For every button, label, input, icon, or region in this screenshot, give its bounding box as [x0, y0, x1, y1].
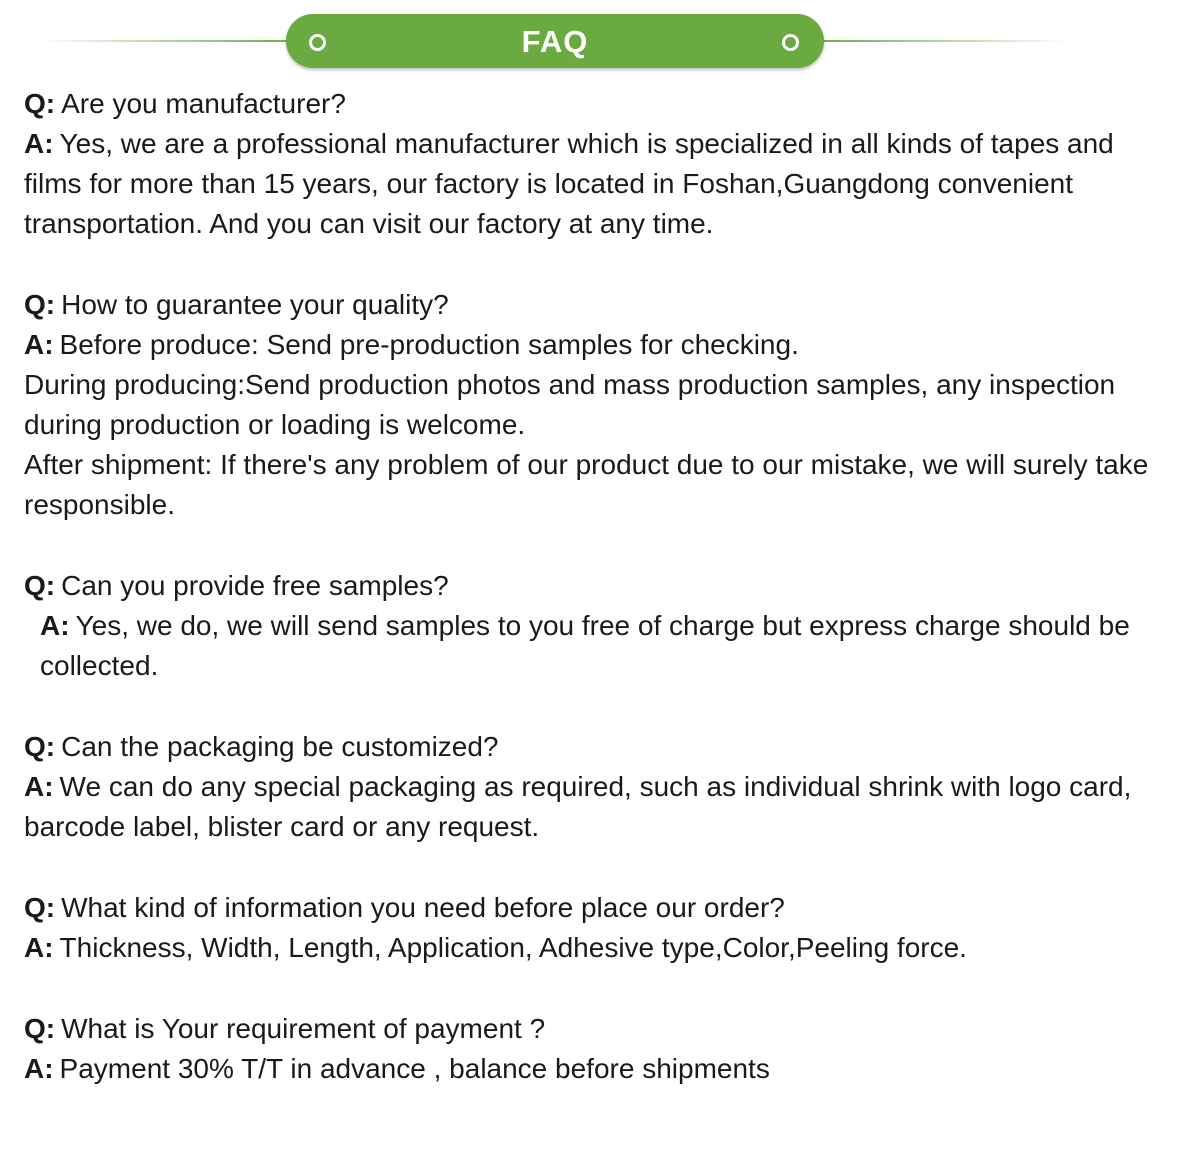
- answer-label: A:: [40, 610, 70, 641]
- faq-answer: [24, 1049, 1174, 1089]
- question-label: Q:: [24, 88, 56, 119]
- header-right-rule: [816, 40, 1070, 42]
- faq-item: [24, 566, 1174, 686]
- answer-text: We can do any special packaging as required, such as individual shrink with logo card, barcode label, blister card or any request.: [24, 771, 1132, 842]
- answer-text: After shipment: If there's any problem of our product due to our mistake, we will surely take responsible.: [24, 449, 1149, 520]
- answer-text: Before produce: Send pre-production samples for checking.: [59, 329, 799, 360]
- answer-label: A:: [24, 329, 54, 360]
- faq-question: [24, 727, 1174, 767]
- answer-text: During producing:Send production photos and mass production samples, any inspection during production or loading is welcome.: [24, 369, 1116, 440]
- question-label: Q:: [24, 289, 56, 320]
- faq-question: [24, 84, 1174, 124]
- question-text: How to guarantee your quality?: [61, 289, 449, 320]
- faq-answer: [24, 767, 1174, 847]
- answer-label: A:: [24, 771, 54, 802]
- answer-text: Payment 30% T/T in advance , balance before shipments: [59, 1053, 770, 1084]
- question-text: Can the packaging be customized?: [61, 731, 499, 762]
- answer-label: A:: [24, 128, 54, 159]
- faq-question: [24, 285, 1174, 325]
- question-text: What kind of information you need before place our order?: [61, 892, 785, 923]
- header-left-rule: [40, 40, 292, 42]
- faq-question: [24, 566, 1174, 606]
- answer-text: Thickness, Width, Length, Application, Adhesive type,Color,Peeling force.: [59, 932, 967, 963]
- question-label: Q:: [24, 1013, 56, 1044]
- page-title: FAQ: [521, 24, 589, 59]
- question-label: Q:: [24, 892, 56, 923]
- faq-list: [24, 84, 1174, 1089]
- faq-header: [0, 0, 1200, 84]
- faq-answer: [24, 124, 1174, 244]
- question-text: What is Your requirement of payment ?: [61, 1013, 546, 1044]
- question-text: Are you manufacturer?: [61, 88, 346, 119]
- answer-text: Yes, we do, we will send samples to you free of charge but express charge should be collected.: [40, 610, 1130, 681]
- faq-title-banner: [286, 14, 824, 68]
- answer-label: A:: [24, 932, 54, 963]
- answer-text: Yes, we are a professional manufacturer which is specialized in all kinds of tapes and films for more than 15 years, our factory is located in Foshan,Guangdong convenient transportation. And you can visit our factory at any time.: [24, 128, 1114, 239]
- question-label: Q:: [24, 731, 56, 762]
- faq-item: [24, 727, 1174, 847]
- faq-item: [24, 888, 1174, 968]
- circle-dot-icon: [782, 34, 799, 51]
- faq-answer: [24, 606, 1174, 686]
- faq-item: [24, 285, 1174, 525]
- faq-item: [24, 84, 1174, 244]
- faq-question: [24, 888, 1174, 928]
- question-label: Q:: [24, 570, 56, 601]
- faq-answer: [24, 928, 1174, 968]
- faq-item: [24, 1009, 1174, 1089]
- question-text: Can you provide free samples?: [61, 570, 449, 601]
- faq-answer: [24, 325, 1174, 365]
- answer-label: A:: [24, 1053, 54, 1084]
- faq-question: [24, 1009, 1174, 1049]
